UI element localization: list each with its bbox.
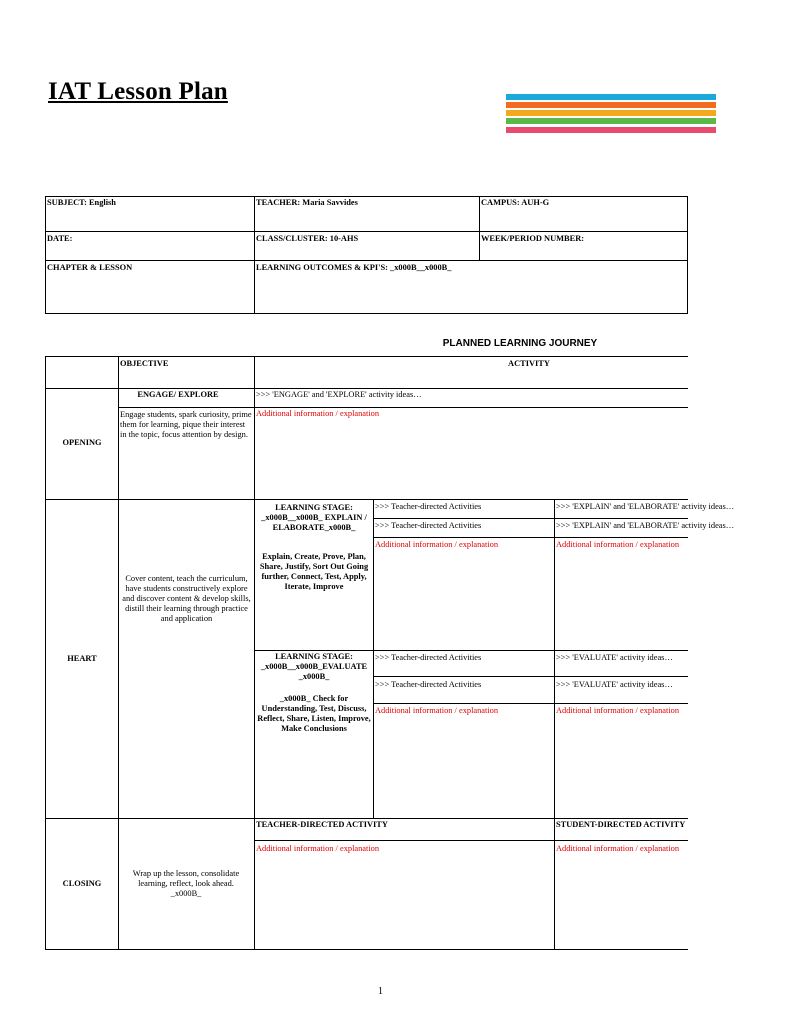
page-title: IAT Lesson Plan <box>48 78 228 105</box>
stage2-student-row2: >>> 'EVALUATE' activity ideas… <box>556 680 673 689</box>
stage2-additional-left: Additional information / explanation <box>375 706 499 715</box>
stripe-green <box>506 118 716 124</box>
stage1-student-row2: >>> 'EXPLAIN' and 'ELABORATE' activity ideas… <box>556 521 735 530</box>
closing-additional-left: Additional information / explanation <box>256 844 380 853</box>
stage1-additional-right: Additional information / explanation <box>556 540 680 549</box>
stripe-blue <box>506 94 716 100</box>
stage2-title: LEARNING STAGE: _x000B__x000B_EVALUATE _x000B_ <box>260 652 368 681</box>
closing-label: CLOSING <box>62 879 102 888</box>
stage1-student-row1: >>> 'EXPLAIN' and 'ELABORATE' activity ideas… <box>556 502 735 511</box>
closing-description: Wrap up the lesson, consolidate learning, reflect, look ahead. _x000B_ <box>132 869 240 898</box>
closing-additional-right: Additional information / explanation <box>556 844 680 853</box>
opening-label: OPENING <box>62 438 102 447</box>
stripe-pink <box>506 127 716 133</box>
class-cluster-label: CLASS/CLUSTER: 10-AHS <box>256 234 359 243</box>
stage2-student-row1: >>> 'EVALUATE' activity ideas… <box>556 653 673 662</box>
stage2-teacher-row2: >>> Teacher-directed Activities <box>375 680 482 689</box>
stage2-additional-right: Additional information / explanation <box>556 706 680 715</box>
closing-student-header: STUDENT-DIRECTED ACTIVITY <box>556 820 686 829</box>
campus-label: CAMPUS: AUH-G <box>481 198 550 207</box>
week-period-label: WEEK/PERIOD NUMBER: <box>481 234 585 243</box>
heart-description: Cover content, teach the curriculum, have students constructively explore and discover content & develop skills, distill their learning through practice and application <box>122 574 251 623</box>
stage2-verbs: _x000B_ Check for Understanding, Test, Discuss, Reflect, Share, Listen, Improve, Make Conclusions <box>257 694 371 733</box>
journey-heading: PLANNED LEARNING JOURNEY <box>442 338 598 349</box>
closing-teacher-header: TEACHER-DIRECTED ACTIVITY <box>256 820 388 829</box>
opening-stage: ENGAGE/ EXPLORE <box>137 390 219 399</box>
page-number: 1 <box>378 986 383 997</box>
chapter-lesson-label: CHAPTER & LESSON <box>47 263 133 272</box>
heart-label: HEART <box>67 654 97 663</box>
stage2-teacher-row1: >>> Teacher-directed Activities <box>375 653 482 662</box>
stripe-yellow <box>506 110 716 116</box>
stage1-verbs: Explain, Create, Prove, Plan, Share, Justify, Sort Out Going further, Connect, Test, Apply, Iterate, Improve <box>259 552 369 591</box>
activity-header: ACTIVITY <box>508 359 550 368</box>
stage1-teacher-row2: >>> Teacher-directed Activities <box>375 521 482 530</box>
stage1-teacher-row1: >>> Teacher-directed Activities <box>375 502 482 511</box>
date-label: DATE: <box>47 234 73 243</box>
opening-description: Engage students, spark curiosity, prime them for learning, pique their interest in the topic, focus attention by design. <box>120 410 252 439</box>
learning-outcomes-label: LEARNING OUTCOMES & KPI'S: _x000B__x000B_ <box>256 263 452 272</box>
opening-ideas: >>> 'ENGAGE' and 'EXPLORE' activity ideas… <box>256 390 422 399</box>
stage1-title: LEARNING STAGE: _x000B__x000B_ EXPLAIN / ELABORATE_x000B_ <box>261 503 367 532</box>
subject-label: SUBJECT: English <box>47 198 116 207</box>
stage1-additional-left: Additional information / explanation <box>375 540 499 549</box>
teacher-label: TEACHER: Maria Savvides <box>256 198 358 207</box>
objective-header: OBJECTIVE <box>120 359 169 368</box>
stripe-orange <box>506 102 716 108</box>
opening-additional: Additional information / explanation <box>256 409 380 418</box>
